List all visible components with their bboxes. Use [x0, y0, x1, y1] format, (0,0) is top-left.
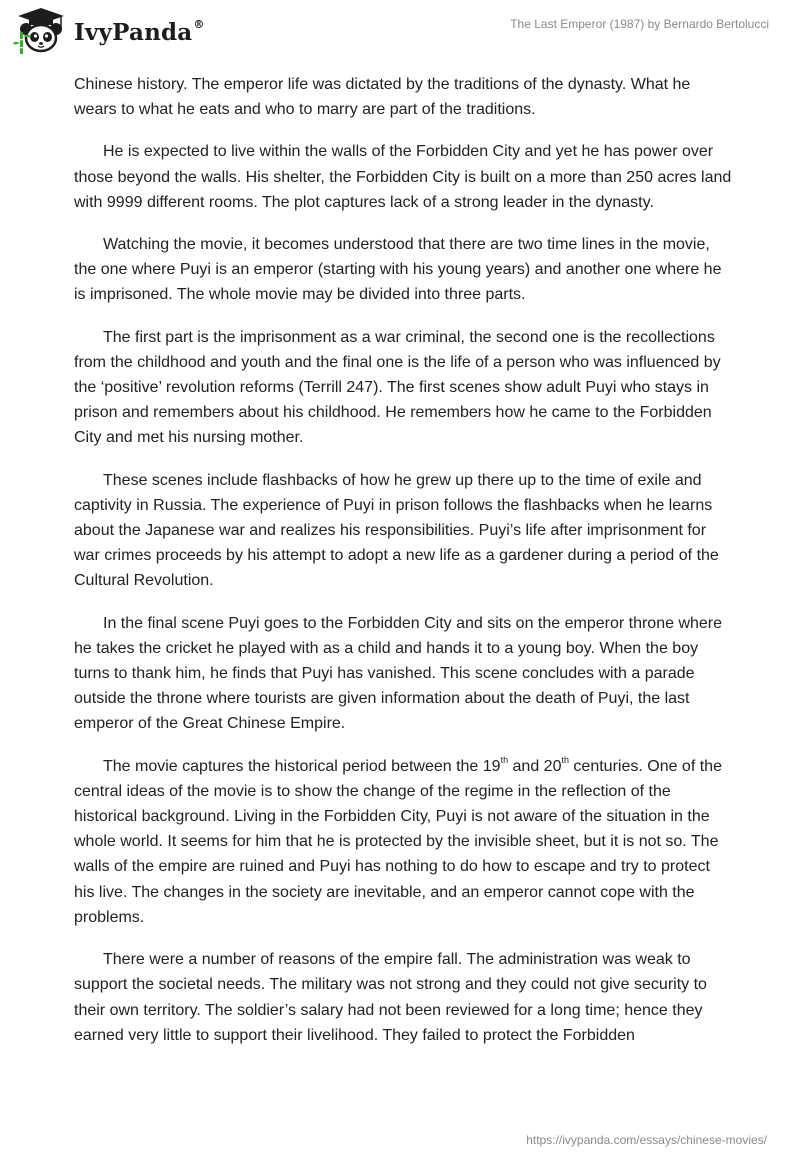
paragraph: These scenes include flashbacks of how he grew up there up to the time of exile and captivity in Russia. The experience of Puyi in prison follows the flashbacks when he learns about the Japanese war and realizes his responsibilities. Puyi’s life after imprisonment for war crimes proceeds by his attempt to adopt a new life as a gardener during a period of the Cultural Revolution. [74, 471, 719, 590]
paragraph: In the final scene Puyi goes to the Forbidden City and sits on the emperor throne where he takes the cricket he played with as a child and hands it to a young boy. When the boy turns to thank him, he finds that Puyi has vanished. This scene concludes with a parade outside the throne where tourists are given information about the death of Puyi, the last emperor of the Great Chinese Empire. [74, 614, 723, 733]
superscript: th [561, 755, 569, 766]
paragraph: He is expected to live within the walls of the Forbidden City and yet he has power over those beyond the walls. His shelter, the Forbidden City is built on a more than 250 acres land with 9999 different rooms. The plot captures lack of a strong leader in the dynasty. [74, 143, 732, 211]
document-title: The Last Emperor (1987) by Bernardo Bertolucci [510, 17, 769, 31]
brand-logo[interactable] [12, 6, 205, 56]
brand-name-text: IvyPanda [74, 18, 193, 46]
text-span: and 20 [508, 757, 562, 775]
superscript: th [500, 755, 509, 766]
paragraph-centuries [74, 754, 734, 930]
registered-mark: ® [193, 17, 205, 31]
footer-source-url[interactable]: https://ivypanda.com/essays/chinese-movies/ [526, 1133, 767, 1147]
paragraph: Chinese history. The emperor life was dictated by the traditions of the dynasty. What he wears to what he eats and who to marry are part of the traditions. [74, 76, 691, 119]
page-header [0, 0, 800, 60]
paragraph: Watching the movie, it becomes understood that there are two time lines in the movie, the one where Puyi is an emperor (starting with his young years) and another one where he is imprisoned. The whole movie may be divided into three parts. [74, 236, 722, 304]
brand-name [74, 19, 205, 46]
paragraph: The first part is the imprisonment as a war criminal, the second one is the recollections from the childhood and youth and the final one is the life of a person who was influenced by the ‘positive’ revolution reforms (Terrill 247). The first scenes show adult Puyi who stays in prison and remembers about his childhood. He remembers how he came to the Forbidden City and met his nursing mother. [74, 328, 721, 447]
panda-graduate-logo-icon [12, 6, 70, 56]
text-span: centuries. One of the central ideas of the movie is to show the change of the regime in the reflection of the historical background. Living in the Forbidden City, Puyi is not aware of the situation in the whole world. It seems for him that he is protected by the invisible sheet, but it is not so. The walls of the empire are ruined and Puyi has nothing to do how to escape and try to protect his live. The changes in the society are inevitable, and an emperor cannot cope with the problems. [74, 757, 722, 926]
essay-body [74, 72, 734, 1065]
text-span: The movie captures the historical period between the 19 [103, 757, 501, 775]
paragraph: There were a number of reasons of the empire fall. The administration was weak to support the societal needs. The military was not strong and they could not give security to their own territory. The soldier’s salary had not been reviewed for a long time; hence they earned very little to support their livelihood. They failed to protect the Forbidden [74, 951, 707, 1044]
